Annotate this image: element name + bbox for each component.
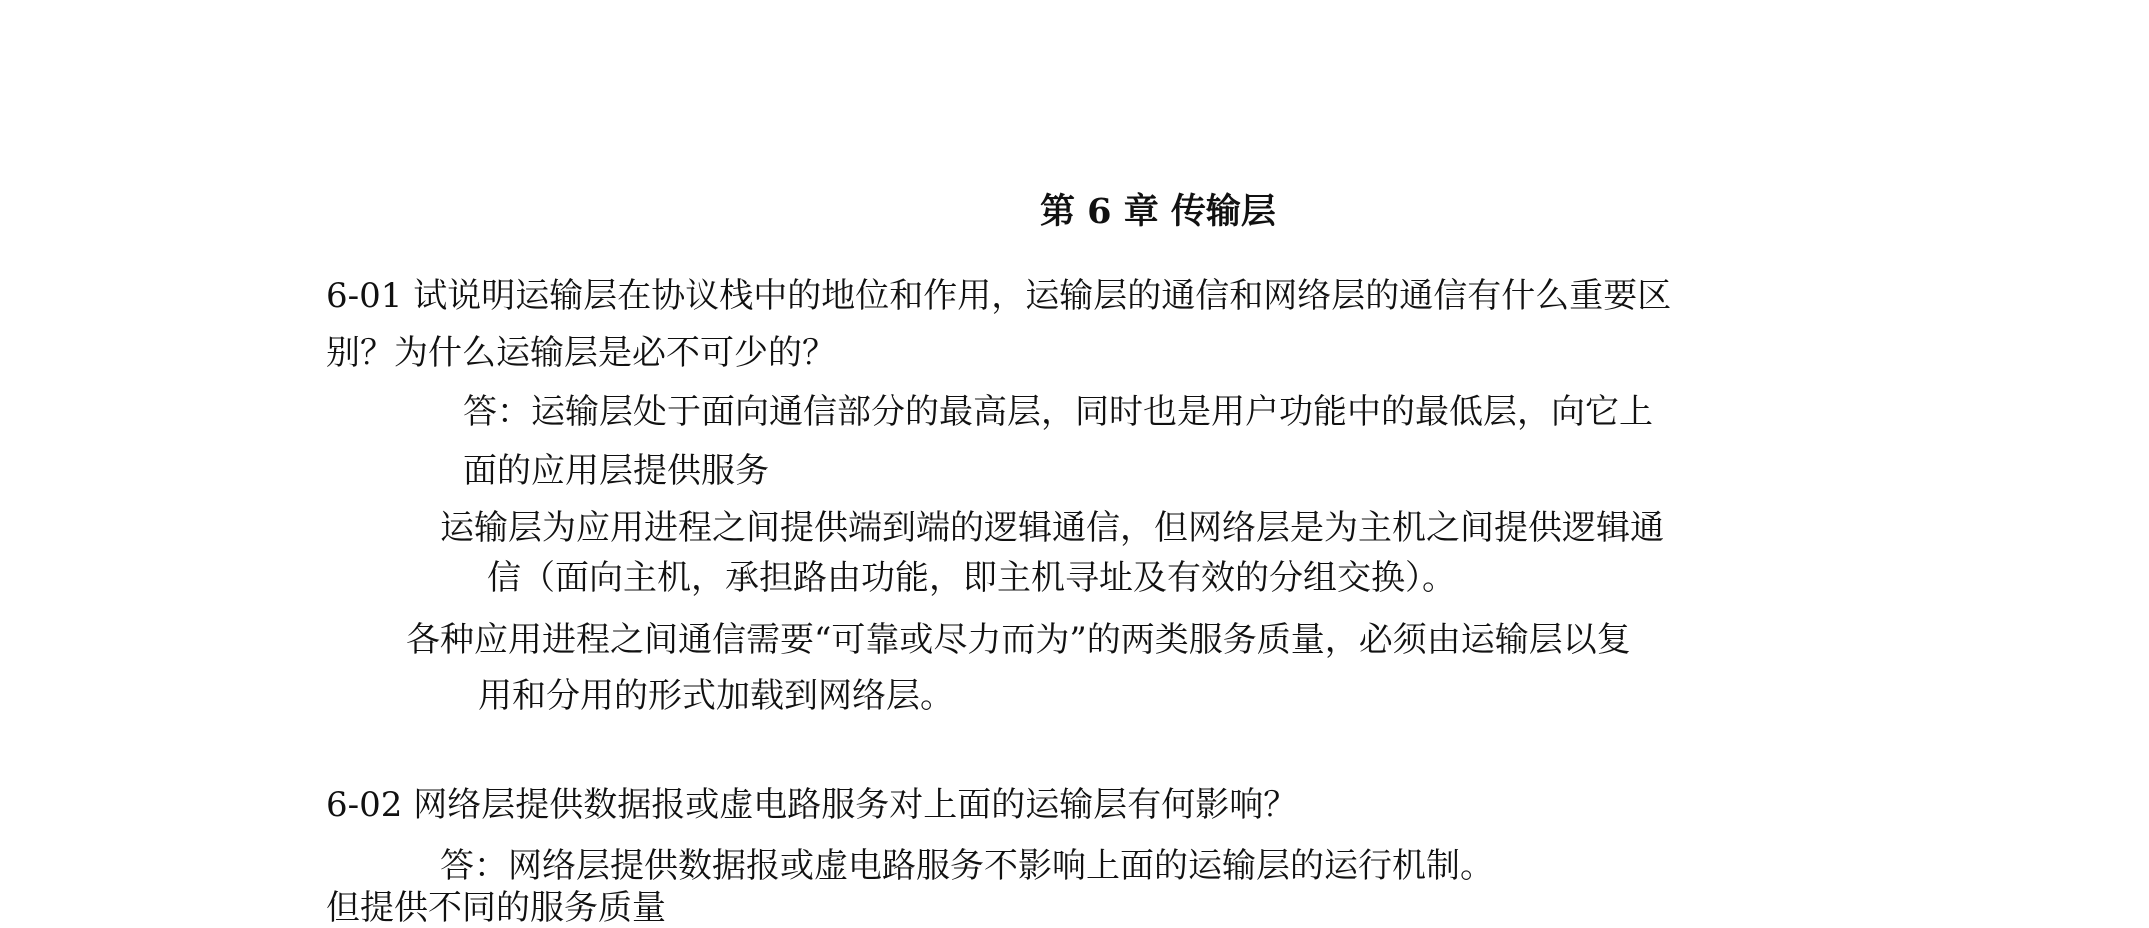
answer-6-01-paragraph-3-line-2: 用和分用的形式加载到网络层。 (478, 676, 954, 716)
partial-next-line: 但提供不同的服务质量 (326, 888, 666, 928)
answer-6-01-line-1: 答：运输层处于面向通信部分的最高层，同时也是用户功能中的最低层，向它上 (463, 392, 1653, 432)
question-6-01-line-1: 6-01 试说明运输层在协议栈中的地位和作用，运输层的通信和网络层的通信有什么重要区 (326, 276, 1672, 316)
answer-6-01-paragraph-2-line-2: 信（面向主机，承担路由功能，即主机寻址及有效的分组交换）。 (487, 558, 1456, 598)
chapter-title: 第 6 章 传输层 (1040, 191, 1276, 232)
answer-6-01-line-2: 面的应用层提供服务 (463, 451, 769, 491)
answer-6-01-paragraph-3-line-1: 各种应用进程之间通信需要“可靠或尽力而为”的两类服务质量，必须由运输层以复 (406, 620, 1631, 660)
answer-6-01-paragraph-2-line-1: 运输层为应用进程之间提供端到端的逻辑通信，但网络层是为主机之间提供逻辑通 (440, 508, 1664, 548)
answer-6-02-line-1: 答：网络层提供数据报或虚电路服务不影响上面的运输层的运行机制。 (440, 846, 1494, 886)
question-6-02-line-1: 6-02 网络层提供数据报或虚电路服务对上面的运输层有何影响？ (326, 785, 1298, 825)
question-6-01-line-2: 别？为什么运输层是必不可少的？ (326, 333, 836, 373)
